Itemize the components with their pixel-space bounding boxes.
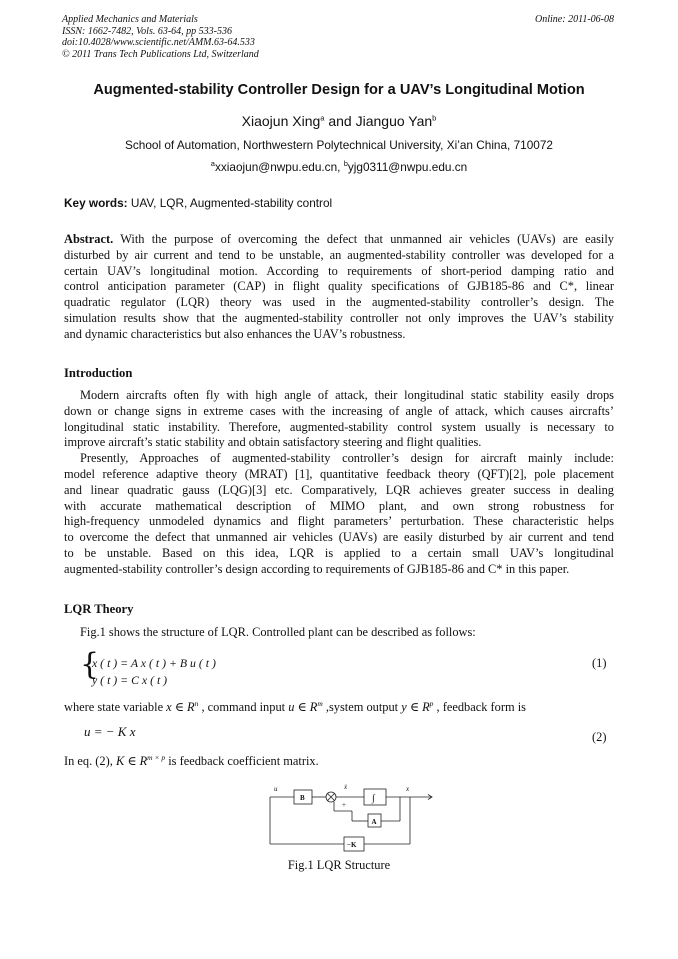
author-name: Jianguo Yan [355, 113, 433, 129]
doi-line: doi:10.4028/www.scientific.net/AMM.63-64.533 [62, 37, 255, 48]
lqr-block-diagram [260, 783, 440, 858]
sum-plus-sign: + [342, 801, 346, 809]
keywords-text: UAV, LQR, Augmented-stability control [127, 196, 333, 210]
text-line: down or change signs in extreme cases with the increasing of angle of attack, which causes aircrafts’ [64, 403, 614, 418]
text-line: Modern aircrafts often fly with high angle of attack, their longitudinal static stability easily drops [80, 388, 614, 402]
email-line [0, 160, 678, 174]
label-x: x [406, 785, 410, 793]
online-date: Online: 2011-06-08 [535, 14, 614, 25]
text-line: augmented-stability controller’s design according to requirements of GJB185-86 and C* in this paper. [64, 561, 570, 576]
block-b-label: B [300, 794, 305, 802]
integrator-label: ∫ [372, 793, 375, 804]
intro-paragraph [64, 388, 614, 578]
math-inline: u ∈ R [288, 700, 318, 715]
keywords-label: Key words: [64, 196, 128, 210]
journal-name: Applied Mechanics and Materials [62, 14, 198, 25]
text-line: high-frequency unmodeled dynamics and flight parameters’ perturbation. These characteristic helps [64, 514, 614, 529]
author-affil-mark: a [320, 113, 325, 123]
block-k-label: −K [347, 841, 357, 849]
text-line: longitudinal static instability. Therefore, augmented-stability control system usually is necessary to [64, 419, 614, 434]
abstract-line: and dynamic characteristics but also enhances the UAV’s robustness. [64, 326, 406, 341]
math-inline: x ∈ R [166, 700, 195, 715]
equation-2: u = − K x [84, 724, 136, 739]
equation-number: (1) [592, 656, 607, 670]
keywords [64, 196, 332, 210]
block-integrator [364, 789, 386, 805]
affiliation: School of Automation, Northwestern Polytechnical University, Xi’an China, 710072 [125, 138, 553, 152]
abstract-label: Abstract. [64, 232, 114, 246]
author-name: Xiaojun Xing [241, 113, 321, 129]
text-line: In eq. (2), K ∈ $R^{m \times p}$ is feedback coefficient matrix. [64, 753, 319, 769]
label-xdot: ẋ [344, 783, 348, 791]
abstract [64, 232, 614, 343]
text-line: to be unstable. Based on this idea, LQR is applied to a certain small UAV’s longitudinal [64, 545, 614, 560]
equation-number: (2) [592, 730, 607, 744]
abstract-line: disturbed by air current and tend to be unstable, an augmented-stability controller was developed for a [64, 247, 614, 262]
text-line: Fig.1 shows the structure of LQR. Controlled plant can be described as follows: [80, 625, 476, 639]
abstract-line: certain UAV’s longitudinal motion. According to requirements of short-period damping ratio and [64, 263, 614, 278]
copyright-line: © 2011 Trans Tech Publications Ltd, Switzerland [62, 48, 259, 60]
text-line: where state variable x ∈ $R^n$ , command input u ∈ $R^m$ ,system output y ∈ $R^p$ , feedback form is [64, 699, 526, 715]
math-inline: K ∈ R [115, 754, 148, 769]
figure-caption: Fig.1 LQR Structure [287, 858, 391, 872]
abstract-line: control anticipation parameter (CAP) in flight quality specifications of GJB185-86 and C*, linear [64, 279, 614, 294]
paper-title: Augmented-stability Controller Design for a UAV’s Longitudinal Motion [93, 82, 585, 98]
text-line: and linear quadratic gauss (LQG)[3] etc. Comparatively, LQR achieves greater success in dealing [64, 482, 614, 497]
section-heading: LQR Theory [64, 602, 134, 616]
abstract-line: simulation results show that the augmented-stability controller not only improves the UAV’s stability [64, 310, 614, 325]
math-inline: y ∈ R [401, 700, 430, 715]
email-address: yjg0311@nwpu.edu.cn [347, 160, 468, 174]
author-connector: and [324, 113, 356, 129]
equation-1b: y ( t ) = C x ( t ) [92, 673, 168, 687]
abstract-line: quadratic regulator (LQR) theory was used in the augmented-stability controller’s design. The [64, 295, 614, 310]
text-line: with accurate mathematical description of MIMO plant, and own strong robustness for [64, 498, 614, 513]
label-u: u [274, 785, 278, 793]
section-heading: Introduction [64, 366, 133, 380]
block-a-label: A [371, 818, 377, 826]
text-line: model reference adaptive theory (MRAT) [1], quantitative feedback theory (QFT)[2], pole placement [64, 466, 614, 481]
email-address: xxiaojun@nwpu.edu.cn, [214, 160, 344, 174]
text-line: Presently, Approaches of augmented-stability controller’s design for aircraft mainly include: [80, 451, 614, 466]
email-mark: a [210, 159, 215, 169]
equation-brace: { [80, 647, 100, 682]
email-mark: b [343, 159, 348, 169]
text-line: improve aircraft’s static stability and obtain satisfactory steering and flight qualities. [64, 435, 482, 450]
author-line [0, 113, 678, 129]
journal-header [62, 14, 259, 60]
equation-1a: x ( t ) = A x ( t ) + B u ( t ) [92, 656, 216, 670]
issn-line: ISSN: 1662-7482, Vols. 63-64, pp 533-536 [62, 25, 232, 37]
author-affil-mark: b [432, 113, 437, 123]
abstract-line: Abstract. With the purpose of overcoming the defect that unmanned air vehicles (UAVs) are easily [64, 232, 614, 246]
text-line: to overcome the defect that unmanned air vehicles (UAVs) are easily disturbed by air current and tend [64, 530, 614, 545]
